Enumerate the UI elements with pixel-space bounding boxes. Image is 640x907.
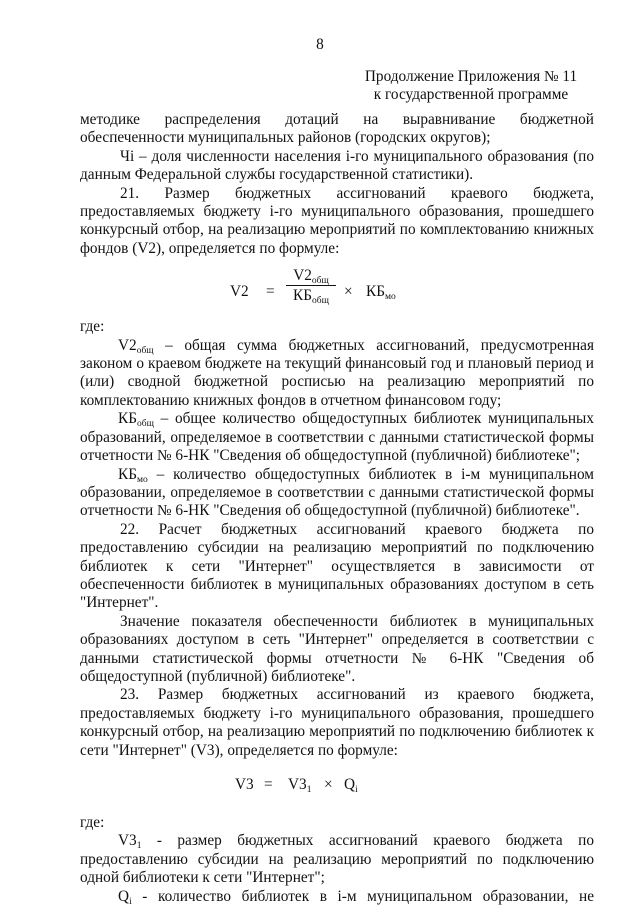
factor-b-symbol: Q	[344, 776, 356, 793]
term: V3	[118, 832, 137, 850]
term-subscript: i	[129, 896, 132, 907]
appendix-header-line1: Продолжение Приложения № 11	[364, 68, 578, 85]
page-number: 8	[316, 36, 324, 53]
term: КБ	[118, 465, 137, 483]
paragraph-22: 22. Расчет бюджетных ассигнований краевого бюджета по предоставлению субсидии на реализацию мероприятий по подключению библиотек к сети "Интернет" осуществляется в зависимости от обеспеченности библиотек в муниципальных образованиях доступом в сеть "Интернет".	[80, 520, 594, 612]
paragraph: методике распределения дотаций на выравнивание бюджетной обеспеченности муниципальных районов (городских округов);	[80, 111, 594, 147]
where-label: где:	[80, 318, 105, 336]
factor-a-symbol: V3	[288, 776, 307, 793]
definition-text: - размер бюджетных ассигнований краевого бюджета по предоставлению субсидии на реализацию мероприятий по подключению одной библиотеки к сети "Интернет";	[80, 832, 594, 887]
formula-lhs: V2	[230, 283, 249, 301]
definition-text: – общая сумма бюджетных ассигнований, предусмотренная законом о краевом бюджете на текущий финансовый год и плановый период и (или) сводной бюджетной росписью на реализацию мероприятий по комплектованию книжных фондов в отчетном финансовом году;	[80, 336, 594, 409]
formula-factor-a	[288, 776, 311, 794]
formula-v3	[80, 770, 594, 814]
formula-times: ×	[324, 776, 333, 793]
formula-lhs: V3	[235, 776, 254, 793]
term-subscript: мо	[137, 474, 148, 485]
denominator-symbol: КБ	[293, 287, 313, 305]
definition-kb-mo	[80, 466, 594, 521]
definition-v2-total	[80, 337, 594, 411]
term: V2	[118, 336, 137, 354]
term-subscript: общ	[136, 345, 154, 356]
formula-equals: =	[264, 776, 273, 793]
formula-equals: =	[266, 283, 275, 301]
numerator-symbol: V2	[293, 267, 312, 285]
paragraph: Значение показателя обеспеченности библиотек в муниципальных образованиях доступом в сеть "Интернет" определяется в соответствии с данными статистической формы отчетности № 6-НК "Сведения об общедоступной (публичной) библиотеке".	[80, 612, 594, 685]
where-label: где:	[80, 814, 105, 831]
definition-q-i	[80, 888, 594, 906]
denominator-subscript: общ	[312, 296, 329, 307]
formula-fraction	[286, 267, 336, 307]
term: КБ	[118, 410, 137, 428]
definition-v3-1	[80, 832, 594, 887]
fraction-numerator	[286, 267, 336, 287]
term-subscript: общ	[137, 419, 154, 430]
definition-text: – количество общедоступных библиотек в i-м муниципальном образовании, определяемое в соответствии с данными статистической формы отчетности № 6-НК "Сведения об общедоступной (публичной) библиотеке".	[80, 465, 594, 520]
paragraph-23: 23. Размер бюджетных ассигнований из краевого бюджета, предоставляемых бюджету i-го муниципального образования, прошедшего конкурсный отбор, на реализацию мероприятий по подключению библиотек к сети "Интернет" (V3), определяется по формуле:	[80, 686, 594, 759]
paragraph-21: 21. Размер бюджетных ассигнований краевого бюджета, предоставляемых бюджету i-го муниципального образования, прошедшего конкурсный отбор, на реализацию мероприятий по комплектованию книжных фондов (V2), определяется по формуле:	[80, 184, 594, 257]
formula-factor-b	[344, 776, 358, 794]
formula-rhs	[366, 283, 396, 301]
definition-text: – общее количество общедоступных библиотек муниципальных образований, определяемое в соответствии с данными статистической формы отчетности № 6-НК "Сведения об общедоступной (публичной) библиотеке";	[80, 410, 594, 465]
numerator-subscript: общ	[311, 276, 329, 287]
fraction-denominator	[286, 287, 336, 307]
formula-times: ×	[344, 283, 353, 301]
rhs-subscript: мо	[385, 292, 396, 303]
term-subscript: 1	[136, 841, 142, 852]
definition-text: - количество библиотек в i-м муниципальном образовании, не	[131, 887, 594, 905]
definition-kb-total	[80, 410, 594, 465]
term: Q	[118, 887, 130, 905]
appendix-header-line2: к государственной программе	[373, 86, 569, 103]
factor-b-subscript: i	[355, 785, 358, 795]
factor-a-subscript: 1	[306, 785, 312, 795]
formula-v2	[80, 264, 594, 320]
rhs-symbol: КБ	[366, 283, 385, 301]
paragraph: Чi – доля численности населения i-го муниципального образования (по данным Федеральной службы государственной статистики).	[80, 147, 594, 184]
document-body	[80, 111, 594, 906]
